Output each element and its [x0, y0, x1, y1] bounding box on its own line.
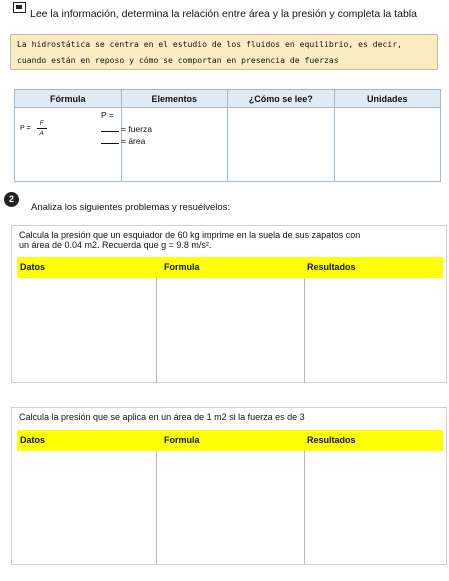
problem-1-text-1: Calcula la presión que un esquiador de 60 kg imprime en la suela de sus zapatos con — [19, 230, 361, 240]
column-divider — [304, 278, 305, 383]
col-formula: Formula — [164, 262, 200, 272]
col-resultados: Resultados — [307, 262, 356, 272]
section-number-badge: 2 — [4, 192, 19, 207]
instruction-text: Lee la información, determina la relación entre área y la presión y completa la tabla — [30, 8, 417, 20]
info-box — [10, 34, 438, 70]
column-divider — [156, 278, 157, 383]
problem-1-text-2: un área de 0.04 m2. Recuerda que g = 9.8 m/s². — [19, 240, 212, 250]
problem-2-header-bar — [17, 430, 443, 451]
problem-1-box — [11, 225, 447, 383]
formula-denominator: A — [39, 130, 44, 137]
col-datos: Datos — [20, 435, 46, 445]
problem-2-text-1: Calcula la presión que se aplica en un área de 1 m2 si la fuerza es de 3 — [19, 412, 305, 422]
formula-numerator: F — [39, 120, 44, 127]
col-datos: Datos — [20, 262, 46, 272]
element-p: P = — [101, 110, 114, 120]
col-resultados: Resultados — [307, 435, 356, 445]
cell-how-read[interactable] — [228, 108, 335, 182]
cell-units[interactable] — [334, 108, 441, 182]
document-icon — [13, 2, 26, 13]
col-formula: Formula — [164, 435, 200, 445]
header-formula: Fórmula — [15, 90, 122, 108]
pressure-formula — [20, 120, 47, 137]
problem-1-header-bar — [17, 257, 443, 278]
blank-line[interactable] — [101, 124, 119, 132]
header-elements: Elementos — [121, 90, 228, 108]
column-divider — [156, 451, 157, 565]
formula-lhs: P = — [20, 125, 31, 132]
column-divider — [304, 451, 305, 565]
info-line-1: La hidrostática se centra en el estudio de los fluidos en equilibrio, es decir, — [17, 39, 402, 49]
hydrostatics-table — [14, 89, 441, 182]
element-fuerza: = fuerza — [101, 124, 152, 134]
element-area: = área — [101, 136, 145, 146]
section-title: Analiza los siguientes problemas y resuélvelos: — [31, 202, 231, 213]
formula-fraction — [37, 120, 47, 137]
blank-line[interactable] — [101, 136, 119, 144]
header-how-read: ¿Cómo se lee? — [228, 90, 335, 108]
problem-2-box — [11, 407, 447, 565]
info-line-2: cuando están en reposo y cómo se comportan en presencia de fuerzas — [17, 55, 339, 65]
header-units: Unidades — [334, 90, 441, 108]
